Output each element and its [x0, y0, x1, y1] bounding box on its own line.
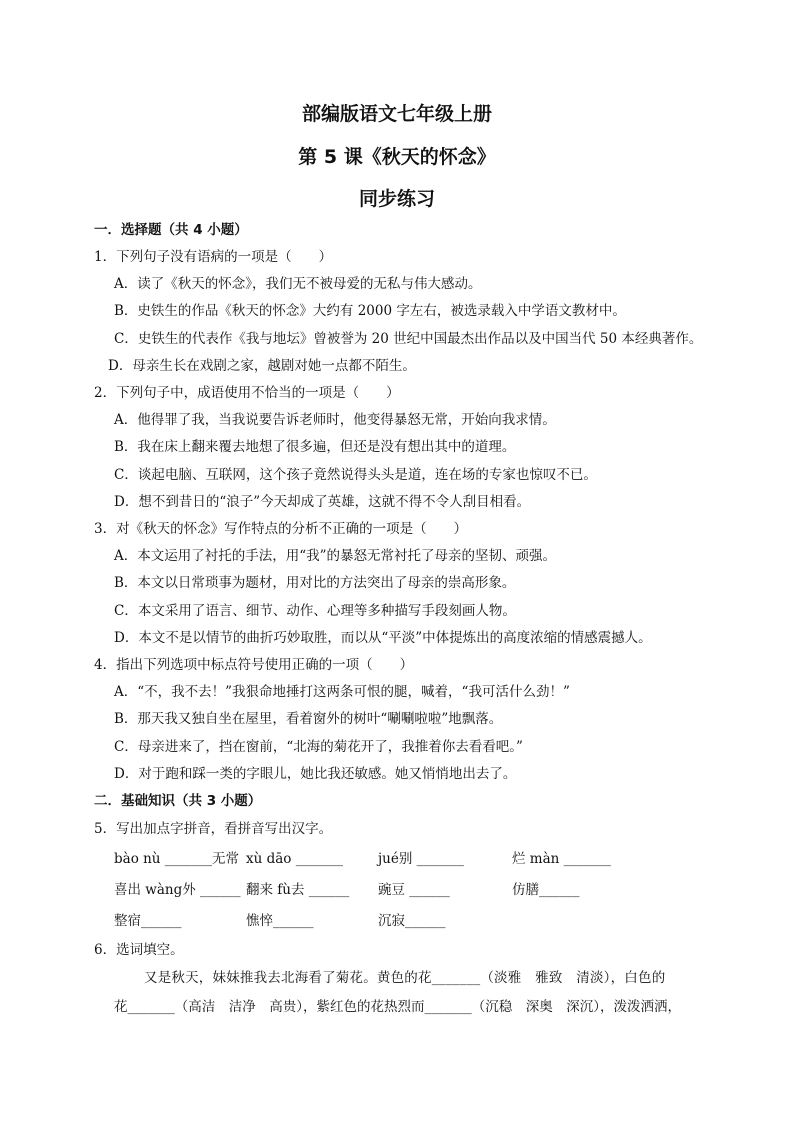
pinyin-item: 豌豆 ______	[378, 882, 450, 898]
question-2-option-c: C．谈起电脑、互联网，这个孩子竟然说得头头是道，连在场的专家也惊叹不已。	[114, 467, 597, 483]
question-4-option-c: C．母亲进来了，挡在窗前，“北海的菊花开了，我推着你去看看吧。”	[114, 739, 523, 755]
question-1-option-a: A．读了《秋天的怀念》，我们无不被母爱的无私与伟大感动。	[114, 276, 482, 292]
pinyin-item: 仿膳______	[512, 882, 580, 898]
question-3-option-c: C．本文采用了语言、细节、动作、心理等多种描写手段刻画人物。	[114, 603, 516, 619]
question-4-stem: 4．指出下列选项中标点符号使用正确的一项（ ）	[94, 657, 414, 673]
question-3-stem: 3．对《秋天的怀念》写作特点的分析不正确的一项是（ ）	[94, 521, 468, 537]
doc-title-lesson: 第 5 课《秋天的怀念》	[298, 146, 496, 168]
question-2-option-a: A．他得罪了我，当我说要告诉老师时，他变得暴怒无常，开始向我求情。	[114, 412, 556, 428]
question-2-option-d: D．想不到昔日的“浪子”今天却成了英雄，这就不得不令人刮目相看。	[114, 494, 531, 510]
question-6-paragraph-line-1: 又是秋天，妹妹推我去北海看了菊花。黄色的花_______（淡雅 雅致 清淡），白色的	[144, 970, 666, 986]
pinyin-item: 憔悴______	[246, 913, 314, 929]
doc-title-textbook: 部编版语文七年级上册	[301, 103, 492, 125]
question-3-option-b: B．本文以日常琐事为题材，用对比的方法突出了母亲的崇高形象。	[114, 575, 516, 591]
question-1-option-b: B．史铁生的作品《秋天的怀念》大约有 2000 字左右，被选录载入中学语文教材中。	[114, 303, 626, 319]
pinyin-item: 喜出 wàng外 ______	[114, 882, 241, 898]
pinyin-item: 翻来 fù去 ______	[246, 882, 350, 898]
question-2-option-b: B．我在床上翻来覆去地想了很多遍，但还是没有想出其中的道理。	[114, 439, 516, 455]
question-4-option-a: A．“不，我不去！”我狠命地捶打这两条可恨的腿，喊着，“我可活什么劲！”	[114, 684, 570, 700]
question-4-option-d: D．对于跑和踩一类的字眼儿，她比我还敏感。她又悄悄地出去了。	[114, 766, 517, 782]
question-3-option-d: D．本文不是以情节的曲折巧妙取胜，而以从“平淡”中体提炼出的高度浓缩的情感震撼人。	[114, 630, 652, 646]
pinyin-item: 整宿______	[114, 913, 182, 929]
section-heading-choice: 一．选择题（共 4 小题）	[94, 222, 248, 238]
pinyin-item: 沉寂______	[378, 913, 446, 929]
pinyin-item: bào nù _______无常	[114, 851, 240, 867]
question-2-stem: 2．下列句子中，成语使用不恰当的一项是（ ）	[94, 385, 400, 401]
pinyin-item: xù dāo _______	[246, 851, 343, 867]
pinyin-item: 烂 màn _______	[512, 851, 611, 867]
doc-title-practice: 同步练习	[358, 188, 435, 210]
question-4-option-b: B．那天我又独自坐在屋里，看着窗外的树叶“唰唰啦啦”地飘落。	[114, 711, 503, 727]
question-1-stem: 1．下列句子没有语病的一项是（ ）	[94, 249, 333, 265]
question-1-option-c: C．史铁生的代表作《我与地坛》曾被誉为 20 世纪中国最杰出作品以及中国当代 50 本经典著作。	[114, 331, 703, 347]
question-6-stem: 6．选词填空。	[94, 942, 184, 958]
question-3-option-a: A．本文运用了衬托的手法，用“我”的暴怒无常衬托了母亲的坚韧、顽强。	[114, 548, 557, 564]
pinyin-item: jué别 _______	[378, 851, 464, 867]
question-6-paragraph-line-2: 花_______（高洁 洁净 高贵），紫红色的花热烈而_______（沉稳 深奥 深沉），泼泼洒洒，	[114, 999, 681, 1015]
question-1-option-d: D．母亲生长在戏剧之家，越剧对她一点都不陌生。	[108, 358, 416, 374]
section-heading-basics: 二．基础知识（共 3 小题）	[94, 793, 262, 809]
question-5-stem: 5．写出加点字拼音，看拼音写出汉字。	[94, 821, 333, 837]
